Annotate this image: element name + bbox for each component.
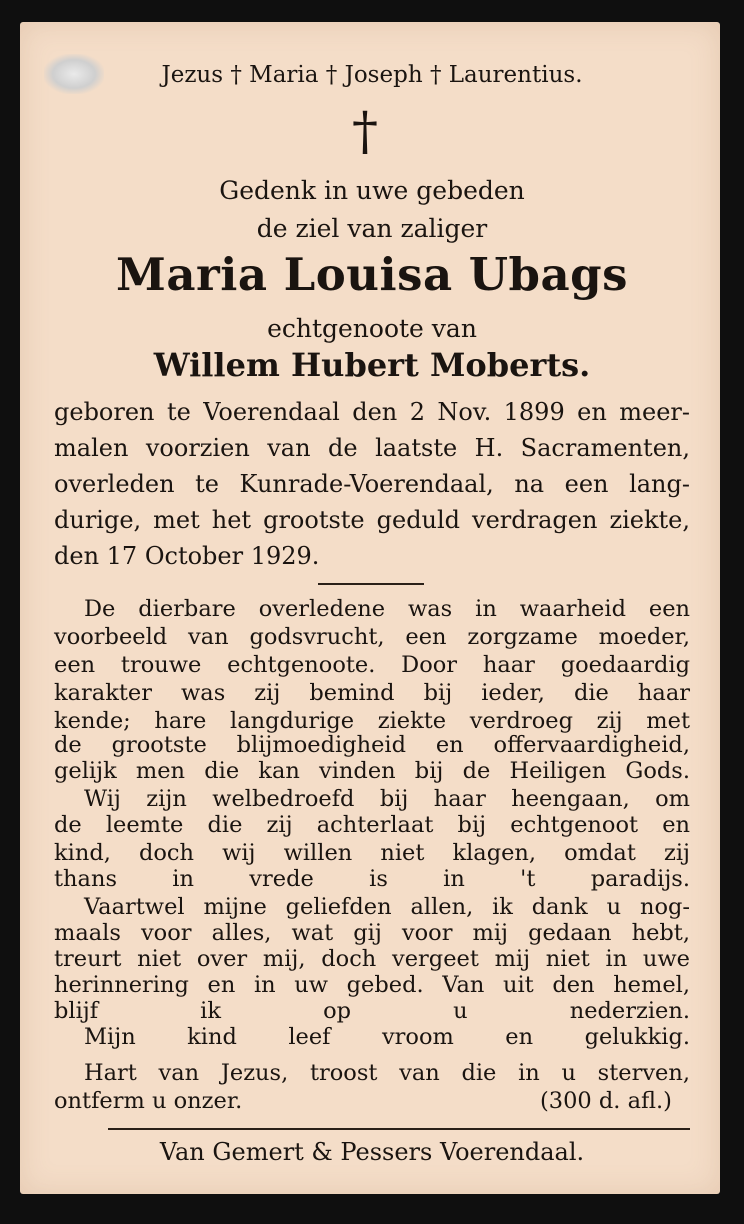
bio-line: den 17 October 1929. [54, 542, 320, 570]
bio-line: overleden te Kunrade-Voerendaal, na een lang- [54, 470, 690, 498]
body-line: Vaartwel mijne geliefden allen, ik dank u nog- [84, 894, 690, 920]
body-line: thans in vrede is in 't paradijs. [54, 866, 690, 892]
intro-line-1: Gedenk in uwe gebeden [219, 176, 525, 205]
body-line: blijf ik op u nederzien. [54, 998, 690, 1024]
closing-left: ontferm u onzer. [54, 1088, 243, 1114]
header-line: Jezus † Maria † Joseph † Laurentius. [161, 62, 583, 88]
body-line: kende; hare langdurige ziekte verdroeg zij met [54, 708, 690, 734]
body-line: de grootste blijmoedigheid en offervaardigheid, [54, 732, 690, 758]
body-line: een trouwe echtgenoote. Door haar goedaardig [54, 652, 690, 678]
body-line: kind, doch wij willen niet klagen, omdat zij [54, 840, 690, 866]
body-line: herinnering en in uw gebed. Van uit den hemel, [54, 972, 690, 998]
body-line: Hart van Jezus, troost van die in u sterven, [84, 1060, 690, 1086]
bio-line: durige, met het grootste geduld verdragen ziekte, [54, 506, 690, 534]
spouse-intro: echtgenoote van [267, 314, 477, 343]
body-line: Wij zijn welbedroefd bij haar heengaan, om [84, 786, 690, 812]
deceased-name: Maria Louisa Ubags [116, 248, 628, 301]
body-line: voorbeeld van godsvrucht, een zorgzame moeder, [54, 624, 690, 650]
body-line: De dierbare overledene was in waarheid een [84, 596, 690, 622]
divider-short [318, 583, 424, 585]
indulgence-note: (300 d. afl.) [540, 1088, 672, 1114]
bio-line: malen voorzien van de laatste H. Sacramenten, [54, 434, 690, 462]
body-line: karakter was zij bemind bij ieder, die haar [54, 680, 690, 706]
body-line: de leemte die zij achterlaat bij echtgenoot en [54, 812, 690, 838]
cross-icon: † [352, 102, 378, 162]
intro-line-2: de ziel van zaliger [256, 214, 488, 243]
body-line: gelijk men die kan vinden bij de Heiligen Gods. [54, 758, 690, 784]
body-line: Mijn kind leef vroom en gelukkig. [84, 1024, 690, 1050]
divider-long [108, 1128, 690, 1130]
spouse-name: Willem Hubert Moberts. [153, 346, 591, 384]
printer-line: Van Gemert & Pessers Voerendaal. [159, 1138, 585, 1166]
body-line: treurt niet over mij, doch vergeet mij niet in uwe [54, 946, 690, 972]
bio-line: geboren te Voerendaal den 2 Nov. 1899 en meer- [54, 398, 690, 426]
body-line: maals voor alles, wat gij voor mij gedaan hebt, [54, 920, 690, 946]
